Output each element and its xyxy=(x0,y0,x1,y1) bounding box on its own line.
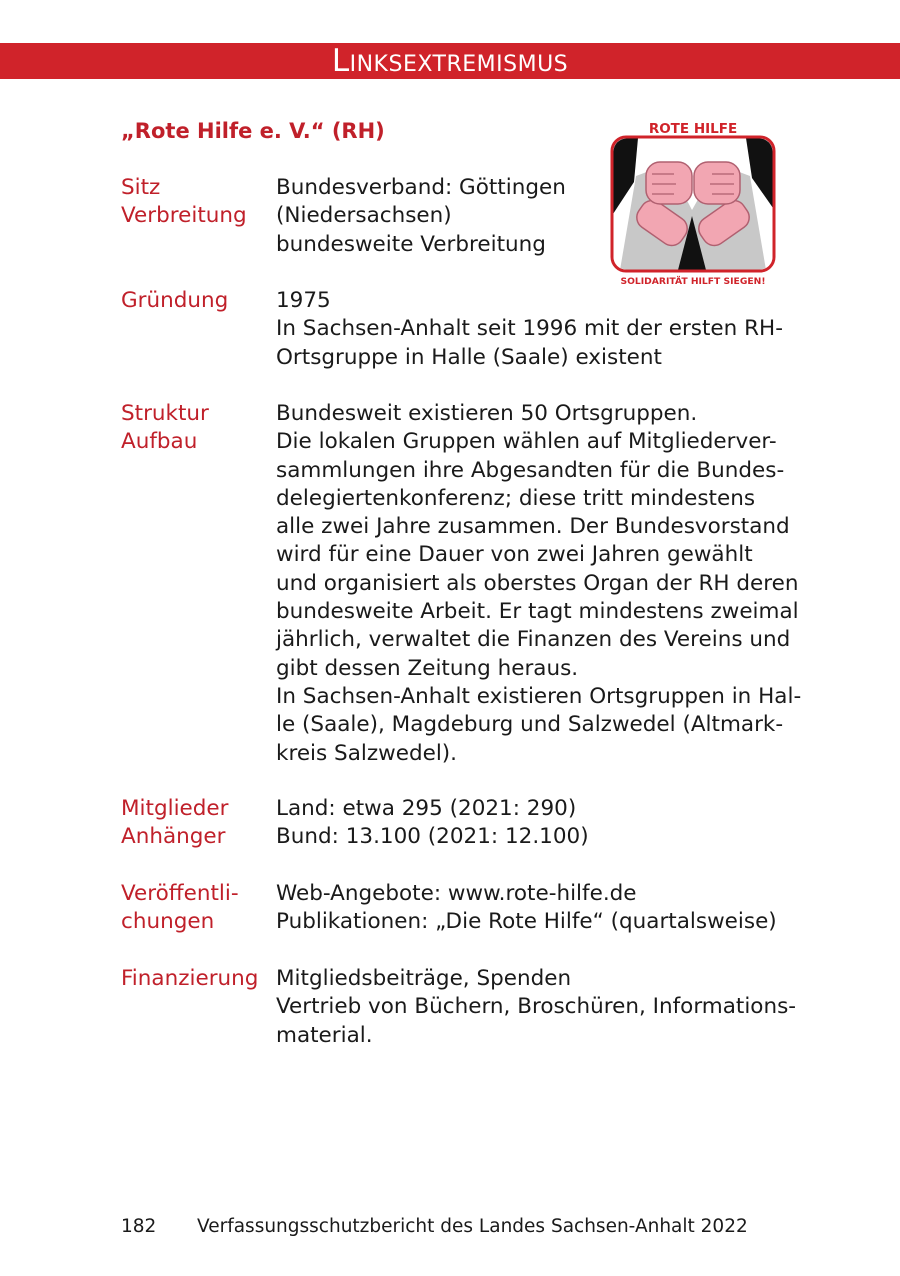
text-line: In Sachsen-Anhalt existieren Ortsgruppen in Hal- xyxy=(276,683,802,709)
section-banner xyxy=(0,43,900,79)
text-line: Die lokalen Gruppen wählen auf Mitgliederver- xyxy=(276,429,777,455)
section-text xyxy=(276,880,796,937)
text-line: Ortsgruppe in Halle (Saale) existent xyxy=(276,344,662,370)
section-label xyxy=(121,287,271,315)
text-line: Land: etwa 295 (2021: 290) xyxy=(276,796,577,821)
text-line: Bundesverband: Göttingen xyxy=(276,175,566,200)
label-line: Gründung xyxy=(121,288,229,313)
logo-top-text: ROTE HILFE xyxy=(648,121,738,137)
label-line: Mitglieder xyxy=(121,796,229,821)
section-text xyxy=(276,965,796,1050)
text-line: 1975 xyxy=(276,288,331,313)
text-line: In Sachsen-Anhalt seit 1996 mit der ersten RH- xyxy=(276,316,783,342)
label-line: Aufbau xyxy=(121,429,198,455)
section-title: Linksextremismus xyxy=(331,43,569,79)
section-label xyxy=(121,795,271,852)
page-number: 182 xyxy=(121,1216,157,1237)
text-line: Mitgliedsbeiträge, Spenden xyxy=(276,966,572,991)
text-line: bundesweite Arbeit. Er tagt mindestens zweimal xyxy=(276,599,799,625)
text-line: Web-Angebote: www.rote-hilfe.de xyxy=(276,881,637,906)
text-line: kreis Salzwedel). xyxy=(276,740,458,766)
section-text xyxy=(276,174,796,259)
text-line: wird für eine Dauer von zwei Jahren gewählt xyxy=(276,542,753,568)
label-line: Veröffentli- xyxy=(121,881,239,906)
text-line: jährlich, verwaltet die Finanzen des Vereins und xyxy=(276,627,791,653)
label-line: Struktur xyxy=(121,401,209,426)
section-label xyxy=(121,174,271,231)
organization-title: „Rote Hilfe e. V.“ (RH) xyxy=(121,119,385,143)
text-line: gibt dessen Zeitung heraus. xyxy=(276,655,579,681)
label-line: Finanzierung xyxy=(121,966,259,991)
label-line: Anhänger xyxy=(121,824,226,850)
text-line: Vertrieb von Büchern, Broschüren, Informations- xyxy=(276,994,797,1020)
text-line: Bundesweit existieren 50 Ortsgruppen. xyxy=(276,401,698,426)
section-text xyxy=(276,287,796,372)
label-line: chungen xyxy=(121,909,215,935)
label-line: Verbreitung xyxy=(121,203,247,229)
text-line: Bund: 13.100 (2021: 12.100) xyxy=(276,824,589,850)
label-line: Sitz xyxy=(121,175,161,200)
publication-title: Verfassungsschutzbericht des Landes Sachsen-Anhalt 2022 xyxy=(197,1216,748,1237)
logo-bottom-text: SOLIDARITÄT HILFT SIEGEN! xyxy=(620,276,766,287)
section-label xyxy=(121,965,271,993)
text-line: material. xyxy=(276,1022,373,1048)
text-line: le (Saale), Magdeburg und Salzwedel (Altmark- xyxy=(276,712,784,738)
section-label xyxy=(121,400,271,457)
text-line: und organisiert als oberstes Organ der RH deren xyxy=(276,570,799,596)
text-line: sammlungen ihre Abgesandten für die Bundes- xyxy=(276,457,785,483)
text-line: Publikationen: „Die Rote Hilfe“ (quartalsweise) xyxy=(276,909,777,935)
text-line: delegiertenkonferenz; diese tritt mindestens xyxy=(276,485,756,511)
section-label xyxy=(121,880,271,937)
text-line: (Niedersachsen) xyxy=(276,203,452,229)
section-text xyxy=(276,795,796,852)
text-line: bundesweite Verbreitung xyxy=(276,231,546,257)
text-line: alle zwei Jahre zusammen. Der Bundesvorstand xyxy=(276,514,790,540)
section-text xyxy=(276,400,802,768)
